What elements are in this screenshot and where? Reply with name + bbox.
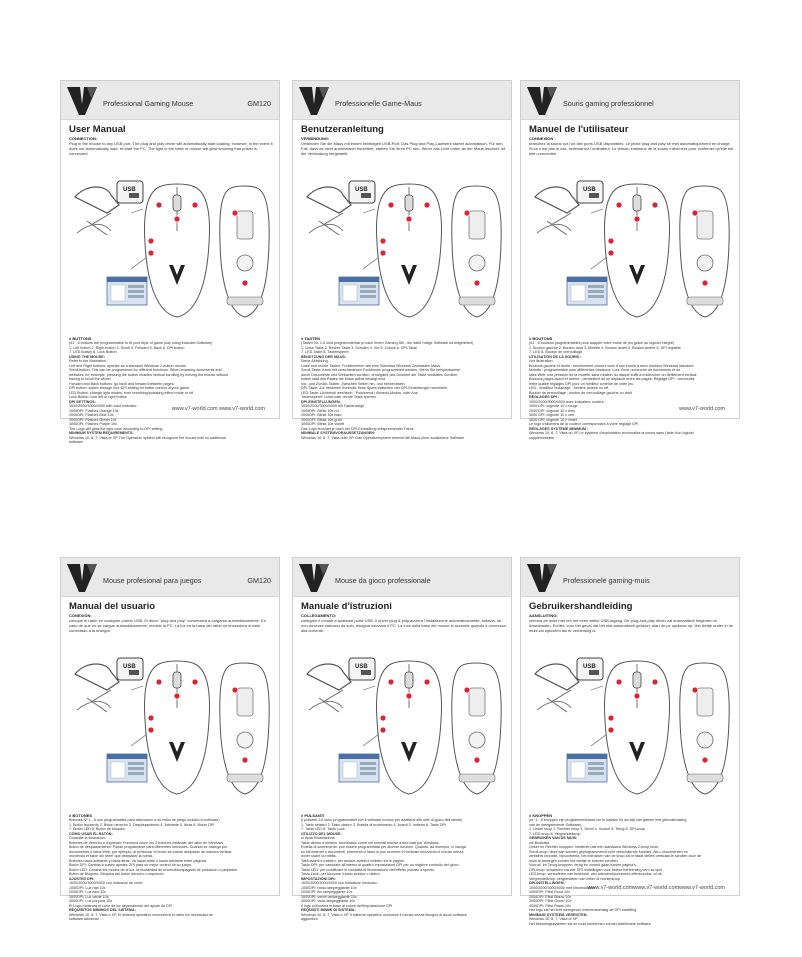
instruction-line: 4000DPI: Luz púrpura 10x [69, 899, 113, 903]
instruction-line: REQUISITOS MÍNIMOS DEL SISTEMA: [69, 908, 136, 912]
instruction-line: 2000DPI: Luz azul 10x [69, 890, 107, 894]
manual-title: User Manual [69, 124, 126, 135]
svg-text:USB: USB [123, 187, 136, 193]
instruction-line: Het logo zal het licht weergeven overeenkomstig de DPI-instelling [529, 908, 637, 912]
buttons-heading: # TASTEN [301, 336, 321, 341]
instruction-line: Tasti avanti e indietro: per andare avanti e indietro tra le pagine. [301, 858, 405, 863]
mouse-illustration [527, 650, 734, 800]
model-number: GM120 [247, 576, 271, 585]
instruction-line: IMPOSTAZIONI DPI: [301, 876, 336, 881]
instruction-line: USING THE MOUSE: [69, 354, 105, 359]
instruction-line: RÉGLAGES DPI : [529, 395, 560, 399]
instruction-line: DPI-EINSTELLUNGEN: [301, 399, 341, 404]
manual-title: Benutzeranleitung [301, 124, 384, 135]
connection-heading: AANSLUITING: [529, 613, 558, 618]
v7-logo [297, 561, 331, 595]
mouse-illustration [527, 173, 734, 323]
usb-connection-diagram [307, 181, 375, 235]
connection-heading: CONNECTION: [69, 136, 98, 141]
instruction-line: 1000DPI: Blinkt 10x rot [301, 408, 339, 413]
product-header-title: Mouse profesional para juegos [103, 576, 202, 585]
instruction-line: indem statt des Rades die Maus selbst bewegt wird. [301, 377, 387, 381]
product-header-title: Professional Gaming Mouse [103, 99, 194, 108]
software-screen-thumbnail [339, 277, 379, 305]
mouse-illustration [67, 173, 274, 323]
header-band [521, 81, 739, 120]
instruction-line: Lock Button: lock left or right button [69, 395, 127, 399]
instruction-line: 2000DPI: Blinkt 10x blau [301, 413, 342, 417]
buttons-heading: # KNOPPEN [529, 813, 553, 818]
instruction-line: Windows 10, 8, 7, Vista o XP. Il sistema operativo riconosce il mouse senza bisogno di alcun software [301, 912, 467, 917]
manual-title: Gebruikershandleiding [529, 601, 633, 612]
instruction-line: LED Button: change light modes, from breathing/pulsating effect mode or off. [69, 390, 195, 395]
instruction-line: dover usare la rotella. [301, 854, 337, 858]
instruction-line: 3000DPI: Flashes Green 10x [69, 417, 117, 422]
connection-heading: CONNEXION : [529, 136, 556, 141]
instruction-line: 3000DPI: verde lampeggiante 10x [301, 894, 357, 899]
instruction-line: (#1 - 6 buttons are programmable to fit your style of game play using included Software) [69, 341, 213, 345]
instruction-line: 1000/2000/3000/4000 with color indicator: [69, 404, 138, 408]
instruction-line: 1000 DPI: clignote 10 x rouge [529, 404, 578, 408]
instruction-line: Il logo si illumina in base al colore dell'impostazione DPI [301, 903, 393, 908]
mouse-bottom-view [452, 663, 501, 794]
instruction-line: 1. Linker knop 2. Rechter knop 3. Scroll 4. Vooruit 5. Terug 6. DPI-knop [529, 827, 645, 831]
v7-logo [65, 84, 99, 118]
instruction-line: Het besturingssysteem zal de muis herkennen zonder additionele software [529, 921, 651, 926]
instruction-line: Botones hacia adelante y hacia atrás: Va hacia atrás o hacia adelante entre páginas. [69, 858, 208, 863]
usb-connection-diagram [535, 658, 603, 712]
instruction-line: 2000DPI: blu lampeggiante 10x [301, 890, 353, 894]
instruction-line: 2000DPI: Flashes Blue 10x [69, 413, 114, 417]
instructions-body [301, 818, 506, 922]
svg-text:USB: USB [583, 187, 596, 193]
manual-panel-en [60, 80, 280, 444]
mouse-bottom-view [220, 186, 269, 317]
instruction-line: 7. LED-knop 8. Vergrendelknop [529, 831, 581, 836]
instruction-line: 7. LED Button 8. Lock Button [69, 350, 117, 354]
instruction-line: AJUSTES DPI: [69, 876, 95, 881]
manual-panel-it [292, 557, 512, 921]
instruction-line: Scroll-knop: deze kan worden geprogrammeerd voor verschillende functies. Als u documenten en [529, 849, 688, 854]
instruction-line: LED-Taste: Lichtmodi wechseln - Pulsierend / Atmend-Modus, oder Aus. [301, 390, 419, 395]
instruction-line: 1. Linke Taste 2. Rechte Taste 3. Scrollen 4. Vor 5. Zurück 6. DPI-Taste [301, 345, 418, 350]
instruction-line: (I pulsanti 1-6 sono programmabili con il software incluso per adattarsi allo stile di gioco dell'utente) [301, 818, 463, 822]
instruction-line: 1000/2000/3000/4000 con indicatore luminoso: [301, 881, 378, 885]
instruction-line: Bouton de verrouillage : bouton de verrouillage gauche ou droit [529, 390, 632, 395]
instruction-line: Siehe Abbildung. [301, 359, 329, 363]
instruction-line: websites, for example, pressing the button enables vertical scrolling by moving the mouse without [69, 372, 229, 377]
manual-panel-es [60, 557, 280, 921]
instruction-line: Scroll button: This can be programmed for different functions. When browsing documents and [69, 368, 222, 372]
instruction-line: Tasto DPI: per cambiare all'interno di quattro impostazioni DPI per un migliore controllo del gioco. [301, 863, 460, 867]
instruction-line: The Logo will glow the light color according to DPI setting [69, 426, 163, 431]
instruction-line: DPI-Taste: Zur besseren Kontrolle Ihres Spiels zwischen vier DPI-Einstellungen wechseln. [301, 386, 448, 390]
instruction-line: 7. LED 8. Bouton de verrouillage [529, 350, 583, 354]
instruction-line: 3000 DPI: clignote 10 x vert [529, 413, 575, 417]
instruction-line: 4000DPI: Flitst Paars 10x [529, 903, 571, 908]
instruction-line: UTILISATION DE LA SOURIS : [529, 354, 582, 359]
instructions-body [529, 341, 734, 440]
instruction-line: muis te bewegen zonder het wieltje te hoeven scrollen. [529, 858, 619, 863]
instruction-line: having to scroll the wheel. [69, 377, 112, 381]
instruction-line: Vergrendelknop: vergrendelen van linker of rechterknop [529, 876, 620, 881]
connection-text: Plug in the mouse to any USB port. The plug and play driver will automatically start loading, however, in the event it does not automatically load, re-start the PC. The light in the base of mouse will glow showing that power is connected. [69, 141, 273, 157]
instruction-line: 7. LED-Taste 8. Tastensperre [301, 350, 349, 354]
instruction-line: Consulte la ilustración. [69, 836, 107, 840]
buttons-heading: # BOUTONS [529, 336, 553, 341]
connection-text: Verbinden Sie die Maus mit einem beliebigen USB-Port. Das Plug and Play-Laufwerk startet automatisch. Für den Fall, dass es nicht automatisch hochfährt, starten Sie Ihren PC neu. Wenn das Licht unten an der Maus leuchtet, ist die Verbindung hergestellt. [301, 141, 506, 157]
instruction-line: (#1 - 6 boutons programmables pour adapter votre mode de jeu grâce au logiciel intégré) [529, 341, 675, 345]
instruction-line: RÉGLAGES SYSTÈME MINIMUM : [529, 426, 589, 431]
instruction-line: LED-knop: veranderen van lichtmodi, van ademend/pulserend-effectmodus, of uit. [529, 872, 663, 876]
instruction-line: Rotella di scorrimento: può essere programmata per diverse funzioni. Quando, ad esempio, ci naviga [301, 845, 466, 849]
v7-logo [65, 561, 99, 595]
instruction-line: DPI button: switch through four DPI setting for better control of your game. [69, 386, 191, 390]
mouse-illustration [67, 650, 274, 800]
product-header-title: Professionelle Game-Maus [335, 99, 422, 108]
instruction-line: zie illustratie. [529, 840, 551, 845]
software-screen-thumbnail [567, 754, 607, 782]
instruction-line: Vor- und Zurück-Tasten: Zwischen Seiten hin- und herwechseln. [301, 381, 406, 386]
instruction-line: 1000/2000/3000/4000 avec indicateur couleur : [529, 399, 606, 404]
instruction-line: 1. Left button 2. Right button 3. Scroll 4. Forward 5. Back 6. DPI button [69, 345, 185, 350]
instruction-line: Das Logo leuchtet je nach der DPI-Einstellung entsprechender Farbe [301, 426, 414, 431]
connection-heading: CONEXIÓN: [69, 613, 92, 618]
instruction-line: van de meegeleverde Software) [529, 822, 582, 827]
instruction-line: Tastensperre: Linke oder rechte Taste sperren [301, 395, 377, 399]
mouse-illustration [299, 173, 506, 323]
product-header-title: Mouse da gioco professionale [335, 576, 431, 585]
usb-connection-diagram [75, 658, 143, 712]
buttons-heading: # PULSANTI [301, 813, 325, 818]
website-url: www.v7-world.com [679, 406, 725, 412]
instruction-line: (Tasten Nr. 1-6 sind programmierbar je nach Ihrem Gaming-Stil - die dafür nötige Software ist mitgeliefert) [301, 341, 474, 345]
instruction-line: moviendo el ratón sin tener que desplazar la rueda. [69, 854, 154, 858]
svg-text:USB: USB [123, 664, 136, 670]
website-url: www.v7-world.com www.v7-world.com [171, 406, 265, 412]
instruction-line: sites Web, une pression de la molette sans rotation du disque suffit à enclencher un défilement vertical. [529, 372, 698, 377]
instruction-line: Windows 10, 8, 7, Vista oder XP. Das Operationsystem erkennt die Maus ohne zusätzliche Software [301, 435, 465, 440]
instruction-line: 1000DPI: Luz roja 10x [69, 885, 106, 890]
header-band [61, 81, 279, 120]
instruction-line: documentos y sitios Web, por ejemplo, al presionar el botón se puede desplazar de manera vertical [69, 849, 232, 854]
instruction-line: DPI SETTINGS: [69, 399, 96, 404]
instruction-line: Refer to the illustration. [69, 359, 107, 363]
instruction-line: Tasto LED: per modificare le modalità di illuminazione dell'effetto pulsato a spento. [301, 867, 436, 872]
instruction-line: 4000 DPI: clignote 10 x violet [529, 417, 577, 422]
instruction-line: Vooruit- en Terug-knoppen: terug en vooruit gaan tussen pagina's. [529, 863, 637, 867]
instruction-line: REQUISITI MINIMI DI SISTEMA: [301, 908, 356, 912]
instruction-line: Botón LED: Cambia los modos de la luz, la modalidad de encendido/apagado de pulsación o parpadeo. [69, 867, 239, 872]
instruction-line: 1. Bouton gauche 2. Bouton droit 3. Molette 4. Bouton avant 5. Bouton arrière 6. DPI réglable [529, 345, 681, 350]
instruction-line: CÓMO USAR EL RATÓN: [69, 831, 113, 836]
usb-connection-diagram [535, 181, 603, 235]
instruction-line: DPI-knop: schakelen via vier DPI-instellingen voor betere beheersing van uw spel. [529, 867, 664, 872]
instruction-line: 3000DPI: Flitst Groen 10x [529, 899, 572, 903]
mouse-bottom-view [220, 663, 269, 794]
instruction-line: durch Dokumente und Webseiten scrollen, ermöglicht das Drücken der Taste vertikales Scrollen, [301, 372, 459, 377]
manual-panel-de [292, 80, 512, 440]
instruction-line: Botón de Bloqueo: Bloquea del botón derecho o izquierdo [69, 872, 164, 876]
instruction-line: 7. Tasto LED 8. Tasto Lock [301, 827, 345, 831]
instruction-line: 2000 DPI: clignote 10 x bleu [529, 408, 576, 413]
manual-panel-fr [520, 80, 740, 440]
header-band [293, 81, 511, 120]
svg-text:USB: USB [583, 664, 596, 670]
manual-title: Manuel de l'utilisateur [529, 124, 629, 135]
instruction-line: aggiuntivo [301, 917, 318, 921]
mouse-illustration [299, 650, 506, 800]
instruction-line: Windows 10, 8, 7, Vista of XP [529, 917, 578, 921]
instruction-line: Windows 10, 8, 7, Vista o XP. El sistema operativo reconocerá el ratón sin necesidad de [69, 912, 213, 917]
model-number: GM120 [247, 99, 271, 108]
instruction-line: Molette : programmable pour différentes fonctions. Lors d'une recherche de documents et de [529, 368, 681, 372]
software-screen-thumbnail [339, 754, 379, 782]
header-band [521, 558, 739, 597]
instructions-body [301, 341, 506, 440]
instruction-line: Tasto destro e sinistro: funzionano come nei normali mouse a due tasti per Windows. [301, 840, 440, 845]
instruction-line: 1. Tasto sinistro 2. Tasto destro 3. Rotella di scorrimento 4. Avanti 5. Indietro 6. Tasto DPI [301, 822, 447, 827]
connection-text: verbind de muis met om het even welke USB-ingang. De plug-and-play driver zal automatisch beginnen te downloaden. Echter, voor het geval dat het niet automatisch gebeurt, start de pc opnieuw op. Het lichtje onder in de muis zal oplichten als er verbinding is. [529, 618, 734, 634]
header-band [61, 558, 279, 597]
instruction-line: BENUTZUNG DER MAUS: [301, 354, 347, 359]
instruction-line: Boutons pages avant et arrière : permettent de se déplacer entre les pages. Réglage DPI : commutez [529, 377, 695, 381]
usb-connection-diagram [75, 181, 143, 235]
instruction-line: Left and Right buttons: operate as a standard Windows 2-button mouse. [69, 363, 187, 368]
header-band [293, 558, 511, 597]
connection-heading: COLLEGAMENTO: [301, 613, 337, 618]
instruction-line: software adicional [69, 917, 99, 921]
buttons-heading: # BOTONES [69, 813, 93, 818]
instruction-line: Botón DPI: Cambia a cuatro ajustes DPI para un mejor control de su juego. [69, 863, 192, 867]
connection-text: collegare il mouse a qualsiasi porta USB. Il driver plug & play avvierà l'installazione automaticamente, tuttavia, se non dovesse caricarsi da solo, bisogna riavviare il PC. La luce sulla base del mouse si accende quando è connesso alla corrente. [301, 618, 506, 634]
instruction-line: Botones Nº 1 - 6 son programables para adecuarse a su estilo de juego incluido el software) [69, 818, 220, 822]
instruction-line: (nr. 1 - 6 knoppen zijn programmeerbaar om te passen bij uw stijl van gamen met gebruikmaking [529, 818, 687, 822]
instruction-line: MINIMUM SYSTEM REQUIREMENTS: [69, 431, 134, 435]
instruction-line: UTILIZZO DEL MOUSE: [301, 831, 342, 836]
instruction-line: 1. Botón izquierdo 2. Botón derecho 3. Desplazamiento 4. Adelante 5. Atrás 6. Botón DPI [69, 822, 215, 827]
instruction-line: 1000/2000/3000/4000 con indicador de color: [69, 881, 144, 885]
instruction-line: Linke und rechte Tasten: Funktionieren wie eine Standard Windows Zweitasten-Maus. [301, 363, 442, 368]
instruction-line: Scroll-Taste: Kann mit verschiedenen Funktionen programmiert werden. Wenn Sie beispielsweise [301, 368, 460, 372]
instruction-line: 7. Botón LED 8. Botón de bloqueo [69, 827, 125, 831]
instructions-body [69, 818, 274, 922]
instruction-line: Le logo s'allumera de la couleur correspondant à votre réglage DPI [529, 422, 639, 426]
manual-title: Manuale d'istruzioni [301, 601, 392, 612]
v7-logo [525, 561, 559, 595]
usb-connection-diagram [307, 658, 375, 712]
instructions-body [529, 818, 734, 926]
instruction-line: 3000DPI: Blinkt 10x grün [301, 417, 342, 422]
instruction-line: MINIMALE SYSTEMVORAUSSETZUNGEN: [301, 431, 376, 435]
product-header-title: Souris gaming professionnel [563, 99, 654, 108]
instruction-line: LED : modifiez l'éclairage - lumière pulsée ou off. [529, 386, 609, 390]
instruction-line: 1000DPI: rosso lampeggiante 10x [301, 885, 357, 890]
v7-logo [525, 84, 559, 118]
instruction-line: 1000/2000/3000/4000 mit Farbanzeige [301, 404, 365, 408]
instruction-line: 2000DPI: Flitst Blauw 10x [529, 894, 572, 899]
instructions-body [69, 341, 274, 445]
connection-heading: VERBINDUNG: [301, 136, 330, 141]
software-screen-thumbnail [107, 754, 147, 782]
instruction-line: 3000DPI: Luz verde 10x [69, 894, 109, 899]
instruction-line: Linker en Rechter knoppen: bedienen als een standaard Windows 2-knop muis. [529, 845, 659, 849]
instruction-line: Botones de derecho e izquierdo: Funciona como los 2 botones estándar del ratón de Windows. [69, 840, 225, 845]
instruction-line: Forward and Back buttons: go back and forward between pages. [69, 381, 175, 386]
instruction-line: MINIMUM SYSTEEM-VEREISTEN: [529, 912, 588, 917]
instruction-line: El Logo mostrará el color de luz dependiendo del ajuste de DPI [69, 903, 173, 908]
instruction-line: 4000DPI: viola lampeggiante 10x [301, 899, 356, 903]
mouse-bottom-view [452, 186, 501, 317]
instruction-line: si veda l'illustrazione. [301, 836, 336, 840]
instruction-line: 1000/2000/3000/4000 met kleurindicator [529, 885, 596, 890]
mouse-bottom-view [680, 186, 729, 317]
buttons-heading: # BUTTONS [69, 336, 92, 341]
mouse-bottom-view [680, 663, 729, 794]
instruction-line: Windows 10, 8, 7, Vista ou XP Le système d'exploitation reconnaîtra la souris sans l'aide d'un logiciel [529, 431, 694, 435]
software-screen-thumbnail [567, 277, 607, 305]
instruction-line: Tasto Lock: per bloccare il tasto sinistro o destro. [301, 872, 381, 876]
instruction-line: software [69, 440, 83, 444]
instruction-line: DPI-INSTELLINGEN: [529, 881, 565, 885]
website-url: www.v7-world.comwww.v7-world.comwww.v7-world.com [587, 885, 725, 891]
instruction-line: 1000DPI: Flashes Orange 10x [69, 408, 119, 413]
v7-logo [297, 84, 331, 118]
manual-title: Manual del usuario [69, 601, 156, 612]
software-screen-thumbnail [107, 277, 147, 305]
instruction-line: Windows 10, 8, 7, Vista or XP The Operation system will recognize the mouse with no additional [69, 435, 226, 440]
instruction-line: supplémentaire. [529, 435, 556, 440]
manual-panel-nl [520, 557, 740, 926]
instruction-line: su siti internet o documenti, premendo il tasto si può scorrere in verticale muovendo il mouse senza [301, 849, 464, 854]
instruction-line: websites bezoekt, bijvoorbeeld, het indrukken van de knop zal in staat stellen verticaal te scrollen door de [529, 854, 701, 858]
instruction-line: 4000DPI: Blinkt 10x violett [301, 422, 345, 426]
product-header-title: Professionele gaming-muis [563, 576, 650, 585]
instruction-line: voir illustration. [529, 359, 554, 363]
instruction-line: 4000DPI: Flashes Purple 10x [69, 422, 117, 426]
svg-text:USB: USB [355, 664, 368, 670]
instruction-line: GEBRUIKEN VAN DE MUIS: [529, 836, 578, 840]
instruction-line: entre quatre réglages DPI pour un meilleur contrôle de votre jeu. [529, 381, 635, 386]
svg-text:USB: USB [355, 187, 368, 193]
connection-text: branchez la souris sur l'un des ports USB disponibles. Le pilote plug and play se met automatiquement en charge. Si ce n'est pas le cas, redémarrez l'ordinateur. Le témoin lumineux de la souris s'allumera pour confirmer qu'elle est bien connectée. [529, 141, 734, 157]
instruction-line: 1000DPI: Flitst Rood 10x [529, 890, 570, 894]
instruction-line: Boutons gauche et droite : fonctionnent comme ceux d'une souris à deux boutons Windows standard. [529, 363, 695, 368]
connection-text: coloque el ratón en cualquier puerto USB. El disco "plug and play" comenzará a cargarse automáticamente. En caso de que no se cargue automáticamente, reinicie la PC. La luz en la base del ratón se encenderá si está conectado a la energía. [69, 618, 266, 634]
instruction-line: Botón de desplazamiento: Puede programarse para diferentes funciones. Cuando se navega por [69, 845, 228, 849]
